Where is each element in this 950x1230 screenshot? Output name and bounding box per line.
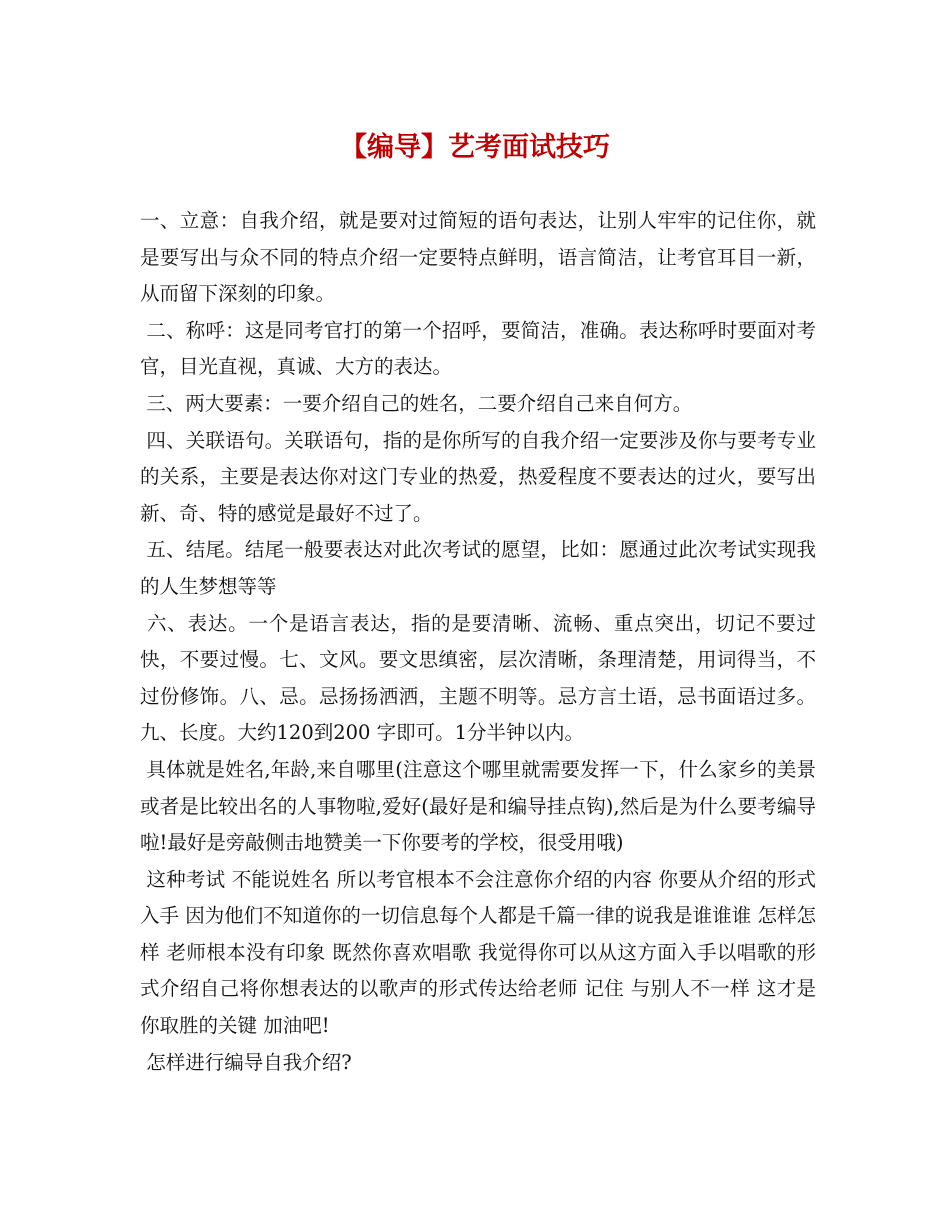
paragraph-5: 五、结尾。结尾一般要表达对此次考试的愿望，比如：愿通过此次考试实现我的人生梦想等等 <box>140 538 816 598</box>
paragraph-3: 三、两大要素：一要介绍自己的姓名，二要介绍自己来自何方。 <box>140 391 693 415</box>
paragraph-4: 四、关联语句。关联语句，指的是你所写的自我介绍一定要涉及你与要考专业的关系，主要是表达你对这门专业的热爱，热爱程度不要表达的过火，要写出新、奇、特的感觉是最好不过了。 <box>140 428 816 525</box>
paragraph-9: 怎样进行编导自我介绍? <box>140 1050 352 1074</box>
document-title: 【编导】艺考面试技巧 <box>340 132 610 163</box>
paragraph-7: 具体就是姓名,年龄,来自哪里(注意这个哪里就需要发挥一下，什么家乡的美景或者是比较出名的人事物啦,爱好(最好是和编导挂点钩),然后是为什么要考编导啦!最好是旁敲侧击地赞美一下你要考的学校，很受用哦) <box>140 757 816 855</box>
paragraph-6: 六、表达。一个是语言表达，指的是要清晰、流畅、重点突出，切记不要过快，不要过慢。七、文风。要文思缜密，层次清晰，条理清楚，用词得当，不过份修饰。八、忌。忌扬扬洒洒，主题不明等。忌方言土语，忌书面语过多。九、长度。大约120到200 字即可。1分半钟以内。 <box>140 611 816 745</box>
document-body <box>140 203 816 1081</box>
paragraph-1: 一、立意：自我介绍，就是要对过简短的语句表达，让别人牢牢的记住你，就是要写出与众不同的特点介绍一定要特点鲜明，语言简洁，让考官耳目一新，从而留下深刻的印象。 <box>140 209 816 306</box>
paragraph-8: 这种考试 不能说姓名 所以考官根本不会注意你介绍的内容 你要从介绍的形式入手 因为他们不知道你的一切信息每个人都是千篇一律的说我是谁谁谁 怎样怎样 老师根本没有印象 既然你喜欢唱歌 我觉得你可以从这方面入手以唱歌的形式介绍自己将你想表达的以歌声的形式传达给老师 记住 与别人不一样 这才是你取胜的关键 加油吧! <box>140 867 816 1038</box>
paragraph-2: 二、称呼：这是同考官打的第一个招呼，要简洁，准确。表达称呼时要面对考官，目光直视，真诚、大方的表达。 <box>140 318 816 379</box>
